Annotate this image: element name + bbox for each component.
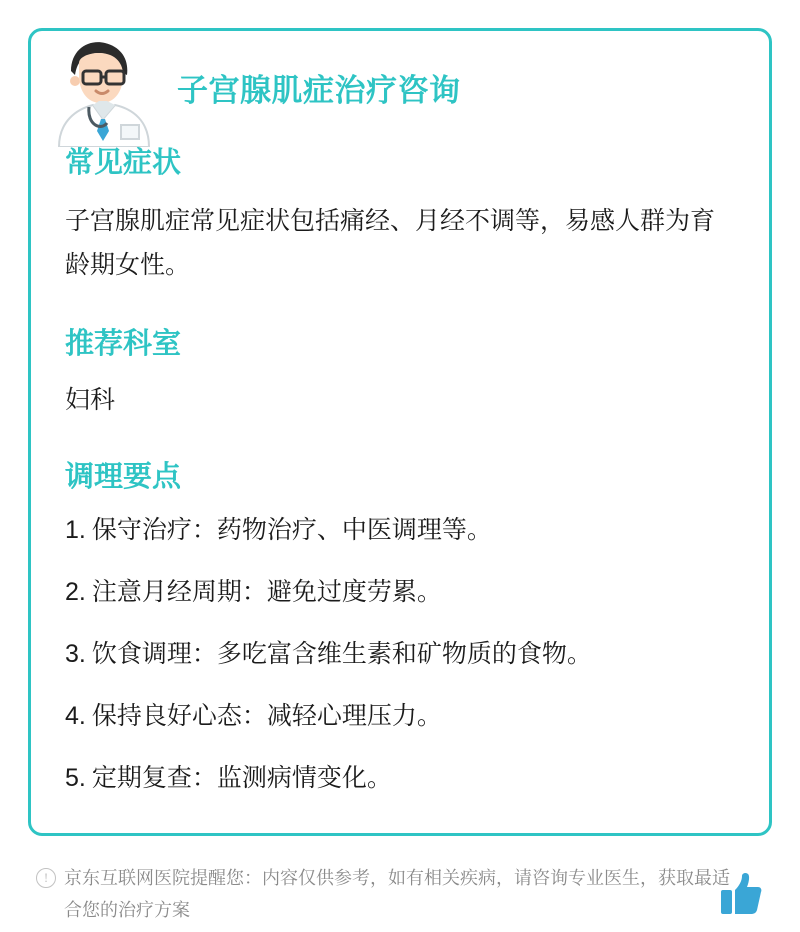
list-item [65,513,735,547]
section-heading-symptoms: 常见症状 [65,147,182,179]
list-item-number: 1. [65,516,86,544]
list-item [65,637,735,671]
disclaimer-text: 京东互联网医院提醒您：内容仅供参考，如有相关疾病，请咨询专业医生，获取最适合您的治疗方案 [64,868,730,920]
consultation-card [28,28,772,836]
list-item-number: 2. [65,578,86,606]
list-item [65,699,735,733]
footer-disclaimer [28,862,772,932]
section-body-symptoms: 子宫腺肌症常见症状包括痛经、月经不调等，易感人群为育龄期女性。 [65,207,716,279]
section-heading-care-tips: 调理要点 [65,461,182,493]
care-tips-list [65,513,735,795]
section-body-department: 妇科 [65,386,116,414]
list-item-text: 保持良好心态：减轻心理压力。 [91,702,442,730]
list-item-text: 饮食调理：多吃富含维生素和矿物质的食物。 [91,640,592,668]
list-item-number: 5. [65,764,86,792]
page-title: 子宫腺肌症治疗咨询 [177,73,461,108]
list-item-text: 注意月经周期：避免过度劳累。 [91,578,442,606]
list-item-number: 4. [65,702,86,730]
list-item [65,575,735,609]
section-heading-department: 推荐科室 [65,328,182,360]
list-item-number: 3. [65,640,86,668]
list-item-text: 保守治疗：药物治疗、中医调理等。 [91,516,492,544]
list-item-text: 定期复查：监测病情变化。 [91,764,392,792]
info-icon: ! [36,868,56,888]
thumbs-up-icon[interactable] [720,872,762,916]
doctor-avatar-icon [37,27,157,147]
list-item [65,761,735,795]
